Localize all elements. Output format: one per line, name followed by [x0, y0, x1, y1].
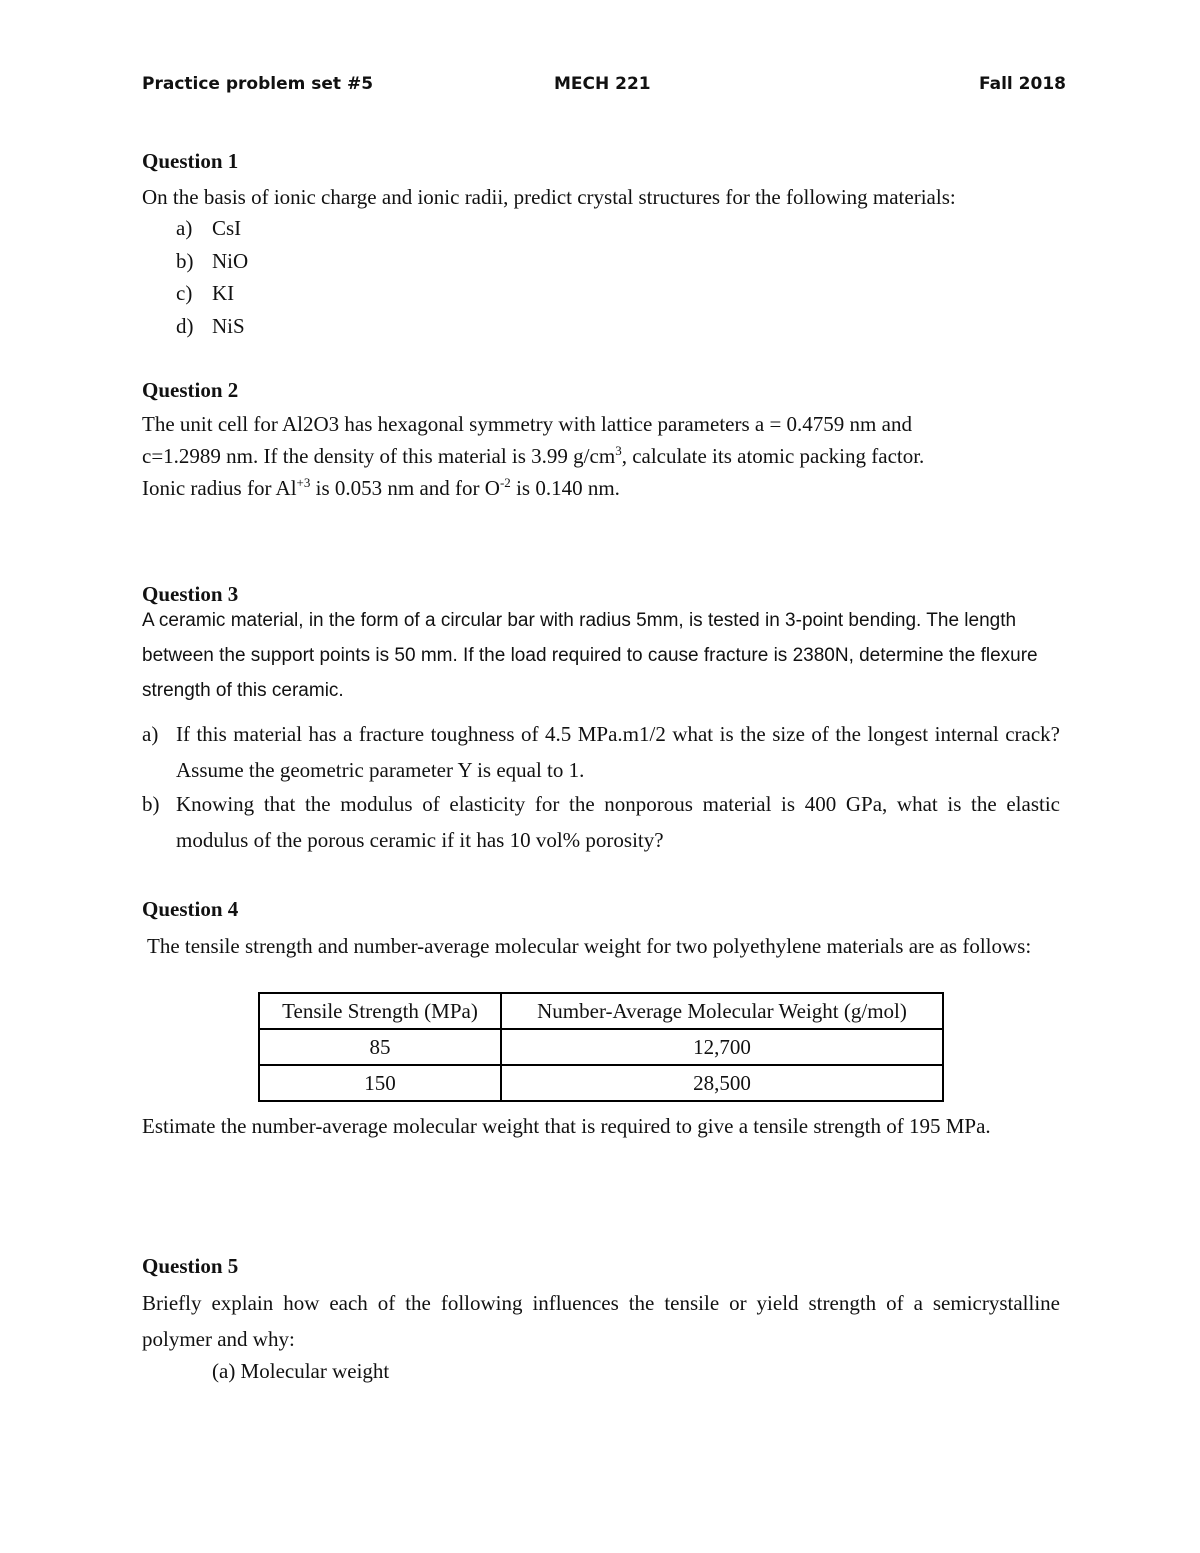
q2-line2-sup: 3 [615, 443, 622, 458]
q2-line2 [142, 440, 1060, 472]
q2-line2-tail: , calculate its atomic packing factor. [621, 444, 925, 468]
q2-line3 [142, 472, 1060, 504]
q1-item-text: KI [212, 281, 235, 305]
q3-item-label: b) [142, 792, 160, 816]
q1-text: On the basis of ionic charge and ionic radii, predict crystal structures for the following materials: [142, 185, 956, 209]
q3-item-text: If this material has a fracture toughness of 4.5 MPa.m1/2 what is the size of the longest internal crack? Assume the geometric parameter Y is equal to 1. [176, 722, 1060, 782]
q1-item [176, 249, 248, 274]
header-left: Practice problem set #5 [142, 74, 374, 94]
q1-item [176, 216, 241, 241]
q1-item-text: CsI [212, 216, 242, 240]
q3-item-label: a) [142, 722, 159, 746]
q1-item-label: d) [176, 314, 194, 338]
q1-item [176, 314, 245, 339]
table-cell: 12,700 [501, 1029, 943, 1065]
q1-title: Question 1 [142, 149, 239, 173]
q4-title: Question 4 [142, 897, 239, 921]
q2-line3-text: Ionic radius for Al [142, 476, 297, 500]
header-center: MECH 221 [554, 74, 651, 94]
q1-item-label: b) [176, 249, 194, 273]
q1-item-text: NiS [212, 314, 245, 338]
q3-title: Question 3 [142, 582, 239, 606]
q2-body [142, 408, 1060, 504]
q3-item-a [142, 716, 1060, 788]
q3-item-b [142, 786, 1060, 858]
q2-line3-sup2: -2 [499, 475, 511, 490]
q4-intro: The tensile strength and number-average molecular weight for two polyethylene materials are as follows: [147, 934, 1032, 958]
q1-item-text: NiO [212, 249, 249, 273]
table-header-cell: Number-Average Molecular Weight (g/mol) [501, 993, 943, 1029]
q3-text: A ceramic material, in the form of a circular bar with radius 5mm, is tested in 3-point bending. The length between the support points is 50 mm. If the load required to cause fracture is 2380N, determine the flexure strength of this ceramic. [142, 610, 1038, 701]
q2-line3-tail: is 0.140 nm. [510, 476, 620, 500]
q5-item: (a) Molecular weight [212, 1359, 390, 1383]
q2-title: Question 2 [142, 378, 239, 402]
q1-item-label: c) [176, 281, 193, 305]
header-right: Fall 2018 [979, 74, 1066, 94]
table-header-row [259, 993, 943, 1029]
q5-title: Question 5 [142, 1254, 239, 1278]
table-row [259, 1065, 943, 1101]
molecular-weight-table [258, 992, 944, 1102]
q3-item-text: Knowing that the modulus of elasticity for the nonporous material is 400 GPa, what is the elastic modulus of the porous ceramic if it has 10 vol% porosity? [176, 792, 1060, 852]
q2-line3-sup1: +3 [296, 475, 311, 490]
table-cell: 85 [259, 1029, 501, 1065]
q4-after: Estimate the number-average molecular weight that is required to give a tensile strength of 195 MPa. [142, 1114, 991, 1138]
q1-item-label: a) [176, 216, 193, 240]
q1-item [176, 281, 234, 306]
table-header-cell: Tensile Strength (MPa) [259, 993, 501, 1029]
table-cell: 28,500 [501, 1065, 943, 1101]
table-cell: 150 [259, 1065, 501, 1101]
table-row [259, 1029, 943, 1065]
q2-line3-mid: is 0.053 nm and for O [310, 476, 500, 500]
q2-line1: The unit cell for Al2O3 has hexagonal symmetry with lattice parameters a = 0.4759 nm and [142, 412, 912, 436]
q5-text: Briefly explain how each of the following influences the tensile or yield strength of a semicrystalline polymer and why: [142, 1291, 1060, 1351]
q2-line2-text: c=1.2989 nm. If the density of this material is 3.99 g/cm [142, 444, 616, 468]
